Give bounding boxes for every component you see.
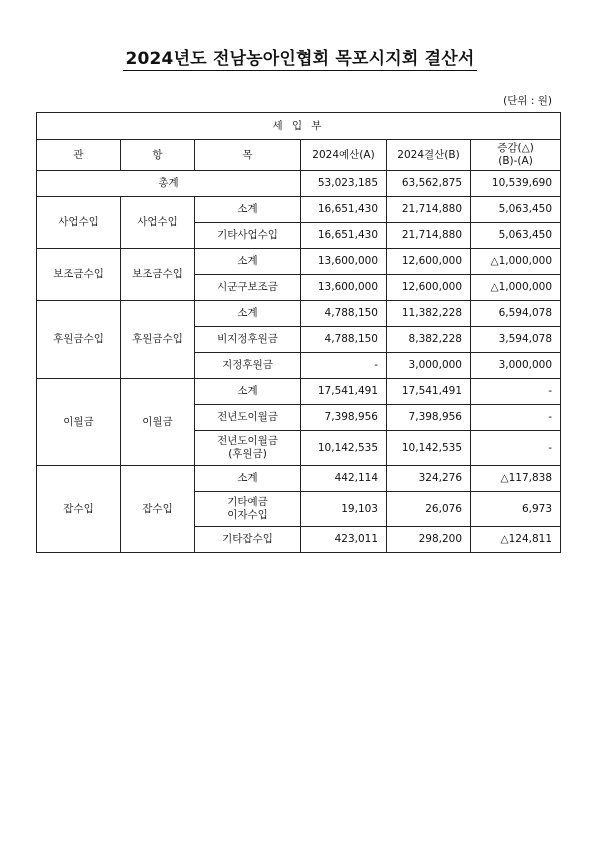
mok-cell: 소계 [195, 249, 301, 275]
mok-line1: 전년도이월금 [217, 435, 278, 447]
mok-cell: 소계 [195, 197, 301, 223]
diff-cell: - [471, 379, 561, 405]
settlement-cell: 11,382,228 [387, 301, 471, 327]
budget-cell: 13,600,000 [301, 275, 387, 301]
mok-cell: 소계 [195, 466, 301, 492]
diff-cell: 6,594,078 [471, 301, 561, 327]
mok-cell: 기타잡수입 [195, 527, 301, 553]
mok-cell: 소계 [195, 301, 301, 327]
mok-cell [195, 492, 301, 527]
mok-cell: 전년도이월금 [195, 405, 301, 431]
gwan-cell: 후원금수입 [37, 301, 121, 379]
diff-cell: - [471, 431, 561, 466]
settlement-cell: 10,142,535 [387, 431, 471, 466]
col-header-hang: 항 [121, 140, 195, 171]
mok-cell [195, 431, 301, 466]
budget-cell: 10,142,535 [301, 431, 387, 466]
settlement-cell: 3,000,000 [387, 353, 471, 379]
col-header-gwan: 관 [37, 140, 121, 171]
col-header-mok: 목 [195, 140, 301, 171]
table-row [37, 301, 561, 327]
budget-cell: 19,103 [301, 492, 387, 527]
diff-cell: 5,063,450 [471, 197, 561, 223]
hang-cell: 이월금 [121, 379, 195, 466]
col-header-diff [471, 140, 561, 171]
table-row [37, 249, 561, 275]
settlement-table [36, 112, 561, 553]
settlement-cell: 21,714,880 [387, 197, 471, 223]
mok-cell: 비지정후원금 [195, 327, 301, 353]
settlement-cell: 21,714,880 [387, 223, 471, 249]
diff-cell: 3,000,000 [471, 353, 561, 379]
mok-line2: (후원금) [228, 448, 267, 460]
mok-cell: 지정후원금 [195, 353, 301, 379]
settlement-cell: 8,382,228 [387, 327, 471, 353]
mok-cell: 소계 [195, 379, 301, 405]
budget-cell: - [301, 353, 387, 379]
mok-cell: 시군구보조금 [195, 275, 301, 301]
document-title [0, 44, 600, 69]
budget-cell: 13,600,000 [301, 249, 387, 275]
settlement-cell: 12,600,000 [387, 275, 471, 301]
col-header-diff-line1: 증감(△) [497, 142, 534, 154]
column-header-row [37, 140, 561, 171]
diff-cell: △117,838 [471, 466, 561, 492]
gwan-cell: 사업수입 [37, 197, 121, 249]
col-header-budget: 2024예산(A) [301, 140, 387, 171]
mok-line2: 이자수입 [227, 509, 268, 521]
col-header-settlement: 2024결산(B) [387, 140, 471, 171]
settlement-cell: 12,600,000 [387, 249, 471, 275]
document-title-text: 2024년도 전남농아인협회 목포시지회 결산서 [125, 49, 475, 69]
mok-cell: 기타사업수입 [195, 223, 301, 249]
budget-cell: 4,788,150 [301, 301, 387, 327]
gwan-cell: 보조금수입 [37, 249, 121, 301]
hang-cell: 보조금수입 [121, 249, 195, 301]
mok-line1: 기타예금 [227, 496, 268, 508]
gwan-cell: 잡수입 [37, 466, 121, 553]
hang-cell: 후원금수입 [121, 301, 195, 379]
settlement-cell: 26,076 [387, 492, 471, 527]
table-row [37, 197, 561, 223]
total-diff: 10,539,690 [471, 171, 561, 197]
budget-cell: 17,541,491 [301, 379, 387, 405]
total-settlement: 63,562,875 [387, 171, 471, 197]
hang-cell: 잡수입 [121, 466, 195, 553]
settlement-cell: 324,276 [387, 466, 471, 492]
budget-cell: 16,651,430 [301, 197, 387, 223]
diff-cell: △124,811 [471, 527, 561, 553]
gwan-cell: 이월금 [37, 379, 121, 466]
table-row [37, 466, 561, 492]
diff-cell: 3,594,078 [471, 327, 561, 353]
diff-cell: 5,063,450 [471, 223, 561, 249]
settlement-cell: 298,200 [387, 527, 471, 553]
total-budget: 53,023,185 [301, 171, 387, 197]
settlement-cell: 17,541,491 [387, 379, 471, 405]
budget-cell: 7,398,956 [301, 405, 387, 431]
total-label: 총계 [37, 171, 301, 197]
diff-cell: 6,973 [471, 492, 561, 527]
diff-cell: △1,000,000 [471, 275, 561, 301]
budget-cell: 423,011 [301, 527, 387, 553]
diff-cell: △1,000,000 [471, 249, 561, 275]
budget-cell: 4,788,150 [301, 327, 387, 353]
settlement-cell: 7,398,956 [387, 405, 471, 431]
total-row [37, 171, 561, 197]
section-title: 세 입 부 [37, 113, 561, 140]
col-header-diff-line2: (B)-(A) [498, 155, 533, 167]
budget-cell: 442,114 [301, 466, 387, 492]
table-row [37, 379, 561, 405]
hang-cell: 사업수입 [121, 197, 195, 249]
diff-cell: - [471, 405, 561, 431]
budget-cell: 16,651,430 [301, 223, 387, 249]
unit-label: (단위 : 원) [503, 95, 552, 107]
